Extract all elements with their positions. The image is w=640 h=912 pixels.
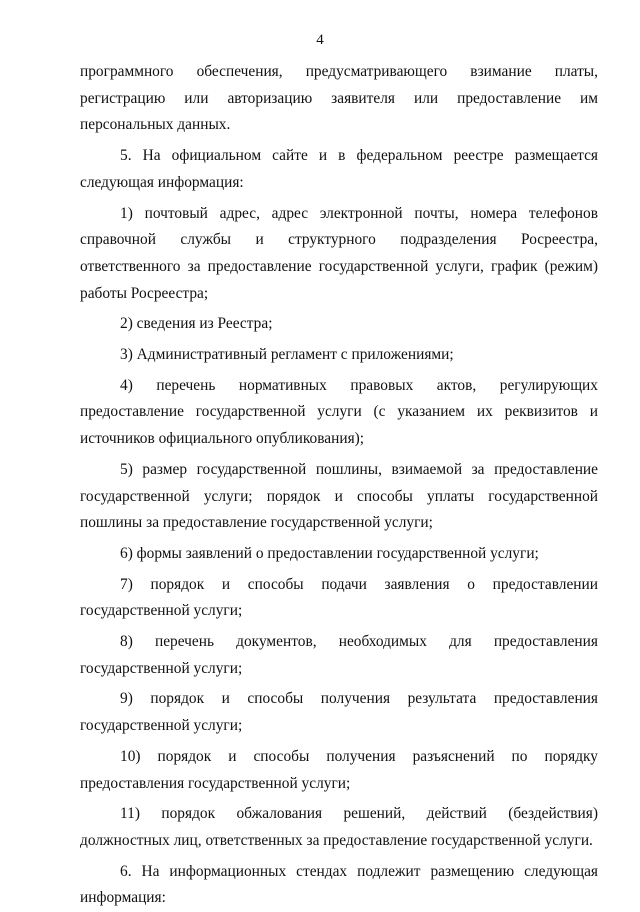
list-item-2: 2) сведения из Реестра; (120, 315, 273, 333)
list-item-10: 10) порядок и способы получения разъяснений по порядку предоставления государственной услуги; (80, 747, 598, 792)
paragraph-continuation: программного обеспечения, предусматривающего взимание платы, регистрацию или авторизацию заявителя или предоставление им персональных данных. (80, 63, 598, 134)
list-item-9: 9) порядок и способы получения результата предоставления государственной услуги; (80, 690, 598, 735)
document-body (80, 59, 598, 912)
list-item-7: 7) порядок и способы подачи заявления о предоставлении государственной услуги; (80, 575, 598, 620)
paragraph-section-6: 6. На информационных стендах подлежит размещению следующая информация: (80, 862, 598, 907)
list-item-4: 4) перечень нормативных правовых актов, регулирующих предоставление государственной услуги (с указанием их реквизитов и источников официального опубликования); (80, 376, 598, 448)
list-item-1: 1) почтовый адрес, адрес электронной почты, номера телефонов справочной службы и структурного подразделения Росреестра, ответственного за предоставление государственной услуги, график (режим) работы Росреестра; (80, 204, 598, 302)
list-item-5: 5) размер государственной пошлины, взимаемой за предоставление государственной услуги; порядок и способы уплаты государственной пошлины за предоставление государственной услуги; (80, 460, 598, 532)
page-number: 4 (316, 32, 324, 48)
list-item-3: 3) Административный регламент с приложениями; (120, 346, 454, 364)
list-item-6: 6) формы заявлений о предоставлении государственной услуги; (120, 544, 539, 562)
list-item-8: 8) перечень документов, необходимых для предоставления государственной услуги; (80, 633, 598, 677)
list-item-11: 11) порядок обжалования решений, действий (бездействия) должностных лиц, ответственных за предоставление государственной услуги. (80, 805, 598, 849)
paragraph-section-5: 5. На официальном сайте и в федеральном реестре размещается следующая информация: (80, 147, 598, 191)
